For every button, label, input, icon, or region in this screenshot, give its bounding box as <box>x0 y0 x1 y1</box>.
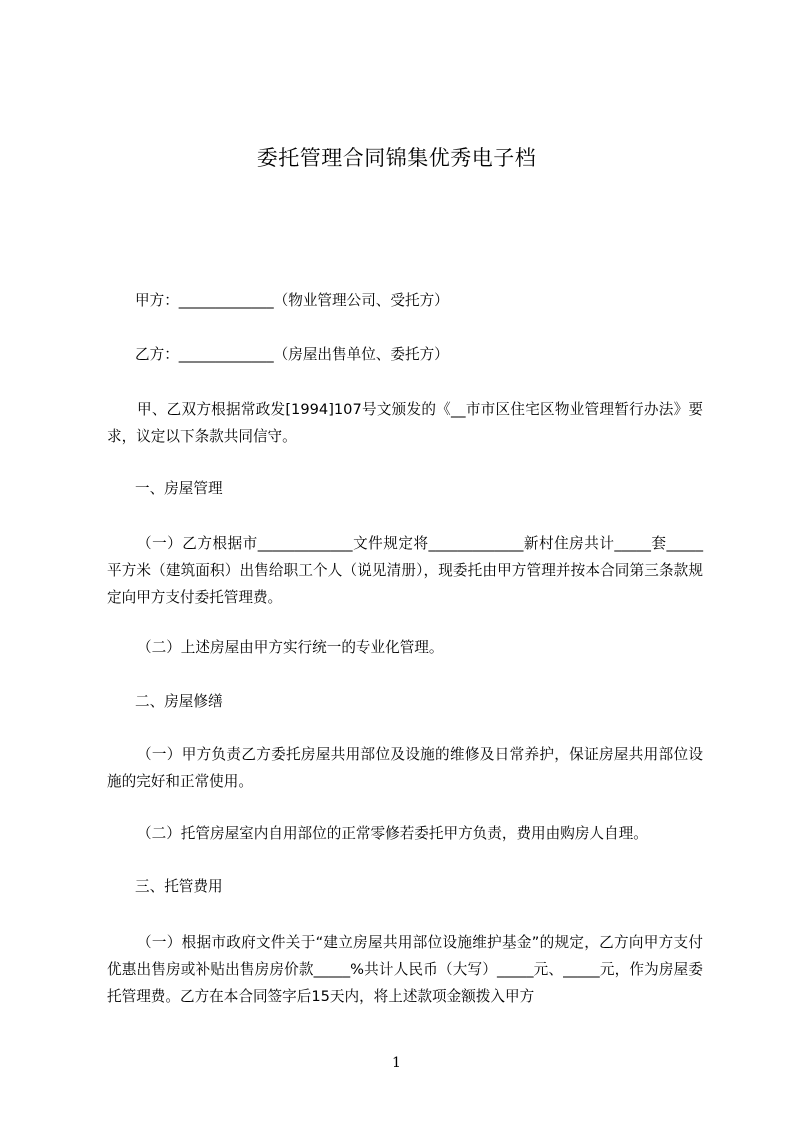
document-title: 委托管理合同锦集优秀电子档 <box>256 146 537 170</box>
intro-paragraph: 甲、乙双方根据常政发[1994]107号文颁发的《__市市区住宅区物业管理暂行办法》要求，议定以下条款共同信守。 <box>107 401 703 445</box>
section1-item2-paragraph: （二）上述房屋由甲方实行统一的专业化管理。 <box>137 639 444 656</box>
section2-heading: 二、房屋修缮 <box>135 693 223 710</box>
section1-item1-paragraph: （一）乙方根据市_____________文件规定将_____________新村住房共计_____套_____平方米（建筑面积）出售给职工个人（说见清册），现委托由甲方管理并按本合同第三条款规定向甲方支付委托管理费。 <box>107 535 703 606</box>
section3-item1-paragraph: （一）根据市政府文件关于“建立房屋共用部位设施维护基金”的规定，乙方向甲方支付优惠出售房或补贴出售房房价款_____%共计人民币（大写）_____元、_____元，作为房屋委托管理费。乙方在本合同签字后15天内，将上述款项金额拨入甲方 <box>107 934 703 1005</box>
section3-heading: 三、托管费用 <box>135 878 223 895</box>
section1-heading: 一、房屋管理 <box>135 480 223 497</box>
section2-item1-paragraph: （一）甲方负责乙方委托房屋共用部位及设施的维修及日常养护，保证房屋共用部位设施的完好和正常使用。 <box>107 746 703 790</box>
page-number: 1 <box>392 1055 401 1071</box>
party-a-line: 甲方：_____________（物业管理公司、受托方） <box>135 292 449 309</box>
party-b-line: 乙方：_____________（房屋出售单位、委托方） <box>135 346 449 363</box>
section2-item2-paragraph: （二）托管房屋室内自用部位的正常零修若委托甲方负责，费用由购房人自理。 <box>137 825 648 842</box>
